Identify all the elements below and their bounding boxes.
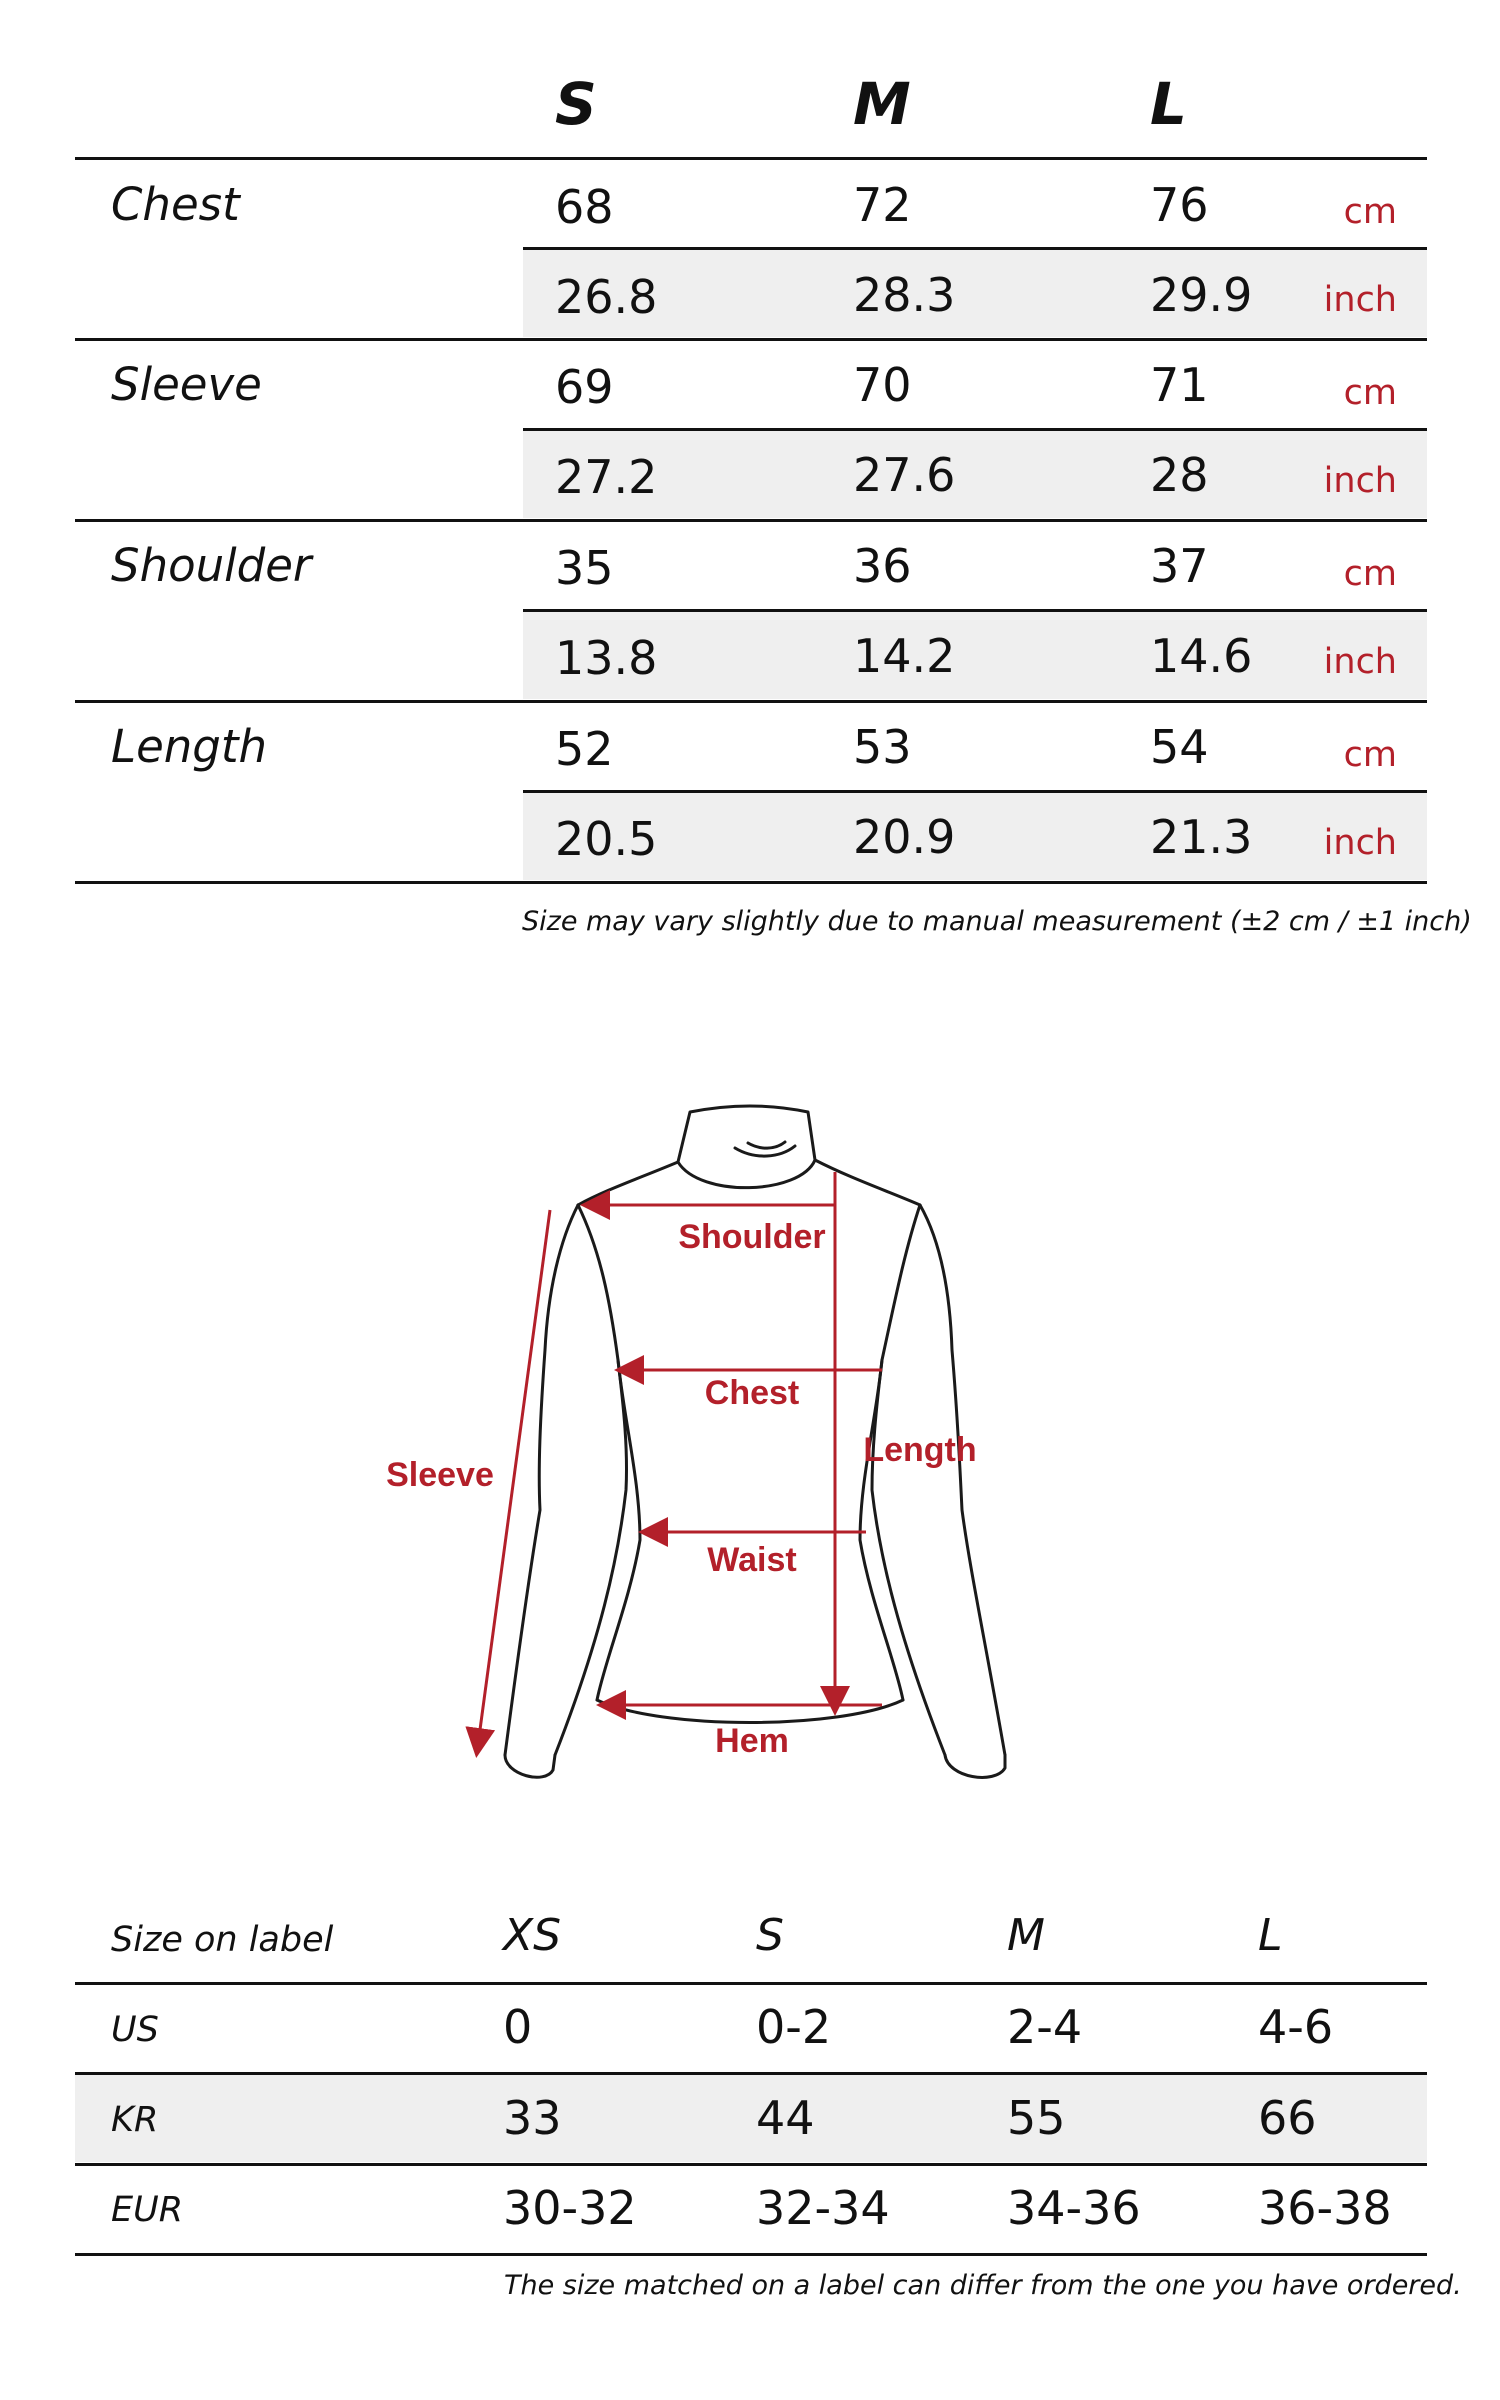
kr-m: 55 xyxy=(1007,2091,1066,2145)
unit-inch: inch xyxy=(1323,280,1397,320)
length-l-inch: 21.3 xyxy=(1150,810,1253,864)
table-rule xyxy=(523,247,1427,250)
us-m: 2-4 xyxy=(1007,2000,1083,2054)
shoulder-m-inch: 14.2 xyxy=(853,629,956,683)
table-rule xyxy=(75,157,1427,160)
row-shade xyxy=(523,250,1427,337)
size-header-l: L xyxy=(1150,70,1187,138)
unit-inch: inch xyxy=(1323,823,1397,863)
length-m-cm: 53 xyxy=(853,720,912,774)
label-hem: Hem xyxy=(715,1722,789,1760)
eur-xs: 30-32 xyxy=(503,2181,637,2235)
sleeve-m-cm: 70 xyxy=(853,358,912,412)
chest-s-cm: 68 xyxy=(555,180,614,234)
table-rule xyxy=(75,2163,1427,2166)
chest-m-inch: 28.3 xyxy=(853,268,956,322)
measurement-note: Size may vary slightly due to manual measurement (±2 cm / ±1 inch) xyxy=(522,906,1472,937)
row-label-chest: Chest xyxy=(111,178,240,231)
table-rule xyxy=(523,609,1427,612)
chest-m-cm: 72 xyxy=(853,178,912,232)
turtleneck-diagram xyxy=(360,1080,1080,1800)
sleeve-l-inch: 28 xyxy=(1150,448,1209,502)
sleeve-m-inch: 27.6 xyxy=(853,448,956,502)
table-rule xyxy=(75,1982,1427,1985)
table-rule xyxy=(523,790,1427,793)
label-chest: Chest xyxy=(704,1374,800,1412)
kr-l: 66 xyxy=(1258,2091,1317,2145)
label-waist: Waist xyxy=(707,1541,797,1579)
length-s-cm: 52 xyxy=(555,722,614,776)
shoulder-l-inch: 14.6 xyxy=(1150,629,1253,683)
unit-inch: inch xyxy=(1323,642,1397,682)
shoulder-l-cm: 37 xyxy=(1150,539,1209,593)
label-sleeve: Sleeve xyxy=(386,1456,494,1494)
table-rule xyxy=(75,2253,1427,2256)
row-shade xyxy=(75,2075,1427,2162)
row-label-length: Length xyxy=(111,720,268,773)
table-rule xyxy=(75,519,1427,522)
shoulder-m-cm: 36 xyxy=(853,539,912,593)
kr-s: 44 xyxy=(756,2091,815,2145)
conv-size-m: M xyxy=(1007,1910,1045,1961)
row-label-eur: EUR xyxy=(111,2190,184,2230)
conv-size-xs: XS xyxy=(503,1910,562,1961)
row-shade xyxy=(523,612,1427,699)
size-header-s: S xyxy=(555,70,597,138)
row-label-sleeve: Sleeve xyxy=(111,358,262,411)
header-size-on-label: Size on label xyxy=(111,1920,334,1960)
chest-l-cm: 76 xyxy=(1150,178,1209,232)
table-rule xyxy=(75,2072,1427,2075)
row-shade xyxy=(523,793,1427,880)
conversion-note: The size matched on a label can differ from the one you have ordered. xyxy=(504,2270,1462,2301)
unit-cm: cm xyxy=(1343,735,1397,775)
table-rule xyxy=(75,881,1427,884)
row-label-shoulder: Shoulder xyxy=(111,539,312,592)
conv-size-l: L xyxy=(1258,1910,1283,1961)
row-shade xyxy=(523,431,1427,518)
eur-l: 36-38 xyxy=(1258,2181,1392,2235)
eur-s: 32-34 xyxy=(756,2181,890,2235)
chest-l-inch: 29.9 xyxy=(1150,268,1253,322)
label-shoulder: Shoulder xyxy=(678,1218,826,1256)
us-l: 4-6 xyxy=(1258,2000,1334,2054)
row-label-kr: KR xyxy=(111,2100,159,2140)
table-rule xyxy=(75,338,1427,341)
unit-cm: cm xyxy=(1343,373,1397,413)
length-l-cm: 54 xyxy=(1150,720,1209,774)
chest-s-inch: 26.8 xyxy=(555,270,658,324)
label-length: Length xyxy=(863,1431,977,1469)
us-xs: 0 xyxy=(503,2000,533,2054)
unit-cm: cm xyxy=(1343,554,1397,594)
us-s: 0-2 xyxy=(756,2000,832,2054)
row-label-us: US xyxy=(111,2010,159,2050)
length-s-inch: 20.5 xyxy=(555,812,658,866)
sleeve-s-inch: 27.2 xyxy=(555,450,658,504)
unit-cm: cm xyxy=(1343,192,1397,232)
kr-xs: 33 xyxy=(503,2091,562,2145)
shoulder-s-cm: 35 xyxy=(555,541,614,595)
shoulder-s-inch: 13.8 xyxy=(555,631,658,685)
size-header-m: M xyxy=(853,70,911,138)
table-rule xyxy=(523,428,1427,431)
table-rule xyxy=(75,700,1427,703)
length-m-inch: 20.9 xyxy=(853,810,956,864)
eur-m: 34-36 xyxy=(1007,2181,1141,2235)
unit-inch: inch xyxy=(1323,461,1397,501)
sleeve-l-cm: 71 xyxy=(1150,358,1209,412)
sleeve-s-cm: 69 xyxy=(555,360,614,414)
conv-size-s: S xyxy=(756,1910,784,1961)
